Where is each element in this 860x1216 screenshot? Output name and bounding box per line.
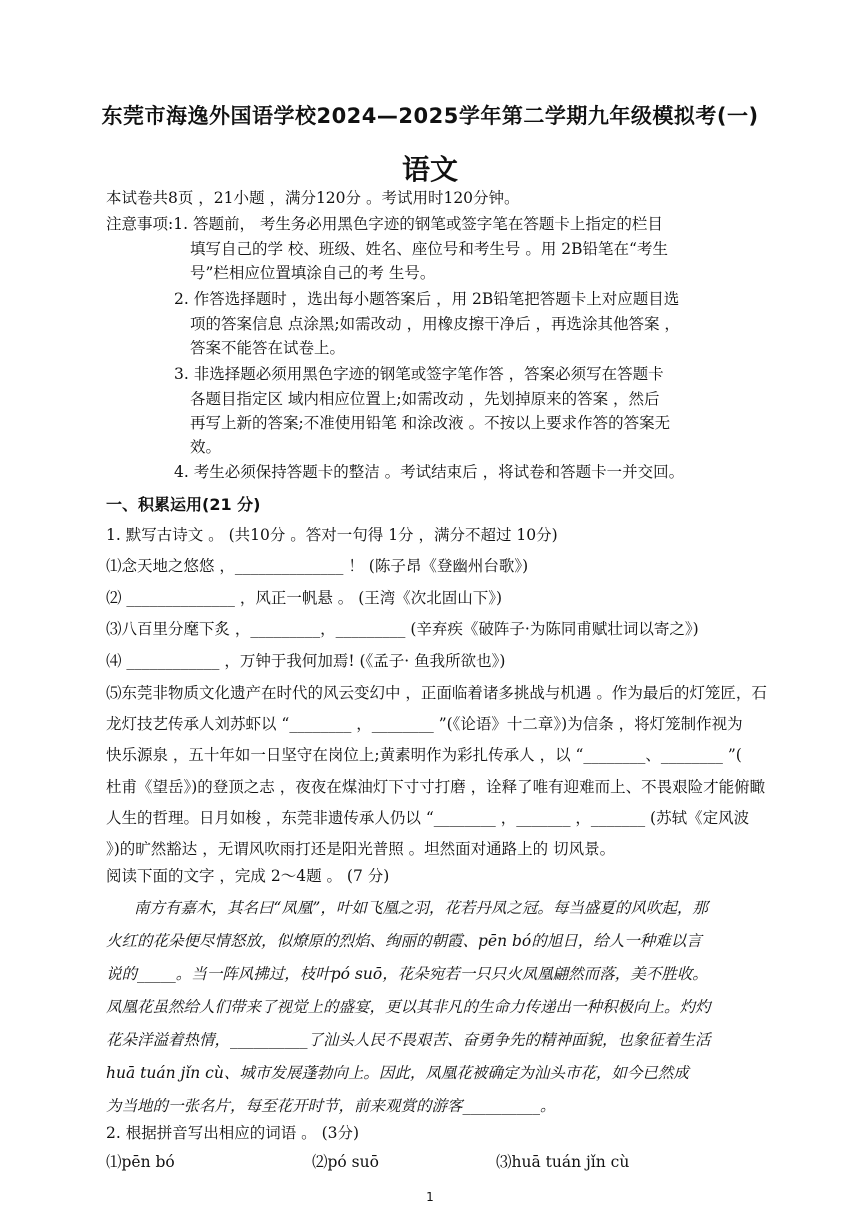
reading-passage-line: 南方有嘉木，其名曰“凤凰”，叶如飞凰之羽，花若丹凤之冠。每当盛夏的风吹起，那 [134,899,708,917]
section-heading: 一、积累运用(21 分) [106,495,261,514]
question-1-item: ⑵ ______________ ，风正一帆悬 。 (王湾《次北固山下》) [106,589,503,607]
reading-passage-line: 凤凰花虽然给人们带来了视觉上的盛宴，更以其非凡的生命力传递出一种积极向上。灼灼 [106,998,711,1016]
question-2-option: ⑴pēn bó [106,1153,175,1171]
question-1-passage-line: 杜甫《望岳》)的登顶之志 ，夜夜在煤油灯下寸寸打磨 ，诠释了唯有迎难而上、不畏艰险才能俯瞰 [106,778,766,796]
question-1-passage-line: 》)的旷然豁达 ，无谓风吹雨打还是阳光普照 。坦然面对通路上的 切风景。 [106,840,616,858]
reading-intro: 阅读下面的文字 ，完成 2～4题 。 (7 分) [106,867,390,885]
question-2-intro: 2. 根据拼音写出相应的词语 。 (3分) [106,1124,360,1142]
question-1-item: ⑶八百里分麾下炙 ，_________，_________ (辛弃疾《破阵子·为陈同甫赋壮词以寄之》) [106,620,699,638]
subject-title: 语文 [401,153,458,186]
reading-passage-line: 花朵洋溢着热情，__________了汕头人民不畏艰苦、奋勇争先的精神面貌，也象征着生活 [106,1031,711,1049]
question-1-passage-line: ⑸东莞非物质文化遗产在时代的风云变幻中 ，正面临着诸多挑战与机遇 。作为最后的灯笼匠，石 [106,684,767,702]
question-1-item: ⑷ ____________ ，万钟于我何加焉! (《孟子· 鱼我所欲也》) [106,652,506,670]
question-1-passage-line: 快乐源泉 ，五十年如一日坚守在岗位上;黄素明作为彩扎传承人 ，以 “________、________ ”( [106,746,742,764]
notice-line: 各题目指定区 域内相应位置上;如需改动 ，先划掉原来的答案 ，然后 [190,390,660,408]
notice-line: 4. 考生必须保持答题卡的整洁 。考试结束后 ，将试卷和答题卡一并交回。 [174,463,685,481]
notice-line: 答案不能答在试卷上。 [190,339,346,357]
notice-line: 项的答案信息 点涂黑;如需改动 ，用橡皮擦干净后 ，再选涂其他答案 ， [190,315,680,333]
notice-line: 号”栏相应位置填涂自己的考 生号。 [190,264,436,282]
page-number: 1 [426,1190,434,1204]
question-1-passage-line: 人生的哲理。日月如梭 ，东莞非遗传承人仍以 “________ ，_______ ，_______ (苏轼《定风波 [106,809,750,827]
reading-passage-line: 说的_____。当一阵风拂过，枝叶pó suō，花朵宛若一只只火凤凰翩然而落，美不胜收。 [106,965,708,983]
notice-line: 3. 非选择题必须用黑色字迹的钢笔或签字笔作答 ，答案必须写在答题卡 [174,365,664,383]
notice-line: 2. 作答选择题时 ，选出每小题答案后 ，用 2B铅笔把答题卡上对应题目选 [174,290,680,308]
reading-passage-line: 火红的花朵便尽情怒放，似燎原的烈焰、绚丽的朝霞、pēn bó的旭日，给人一种难以言 [106,932,702,950]
reading-passage-line: 为当地的一张名片，每至花开时节，前来观赏的游客__________。 [106,1097,556,1115]
question-2-option: ⑶huā tuán jǐn cù [496,1153,630,1171]
notice-line: 效。 [190,438,222,456]
question-1-intro: 1. 默写古诗文 。 (共10分 。答对一句得 1分 ，满分不超过 10分) [106,526,558,544]
notice-line: 注意事项:1. 答题前， 考生务必用黑色字迹的钢笔或签字笔在答题卡上指定的栏目 [106,215,663,233]
reading-passage-line: huā tuán jǐn cù、城市发展蓬勃向上。因此，凤凰花被确定为汕头市花，如今已然成 [106,1064,689,1082]
notice-line: 再写上新的答案;不准使用铅笔 和涂改液 。不按以上要求作答的答案无 [190,414,671,432]
question-2-option: ⑵pó suō [312,1153,379,1171]
exam-summary: 本试卷共8页 ，21小题 ，满分120分 。考试用时120分钟。 [106,189,520,207]
exam-title: 东莞市海逸外国语学校2024—2025学年第二学期九年级模拟考(一) [101,104,759,128]
notice-line: 填写自己的学 校、班级、姓名、座位号和考生号 。用 2B铅笔在“考生 [190,240,668,258]
question-1-item: ⑴念天地之悠悠 ，______________ ！ (陈子昂《登幽州台歌》) [106,557,529,575]
question-1-passage-line: 龙灯技艺传承人刘苏虾以 “________ ，________ ”(《论语》十二章》)为信条 ，将灯笼制作视为 [106,715,743,733]
